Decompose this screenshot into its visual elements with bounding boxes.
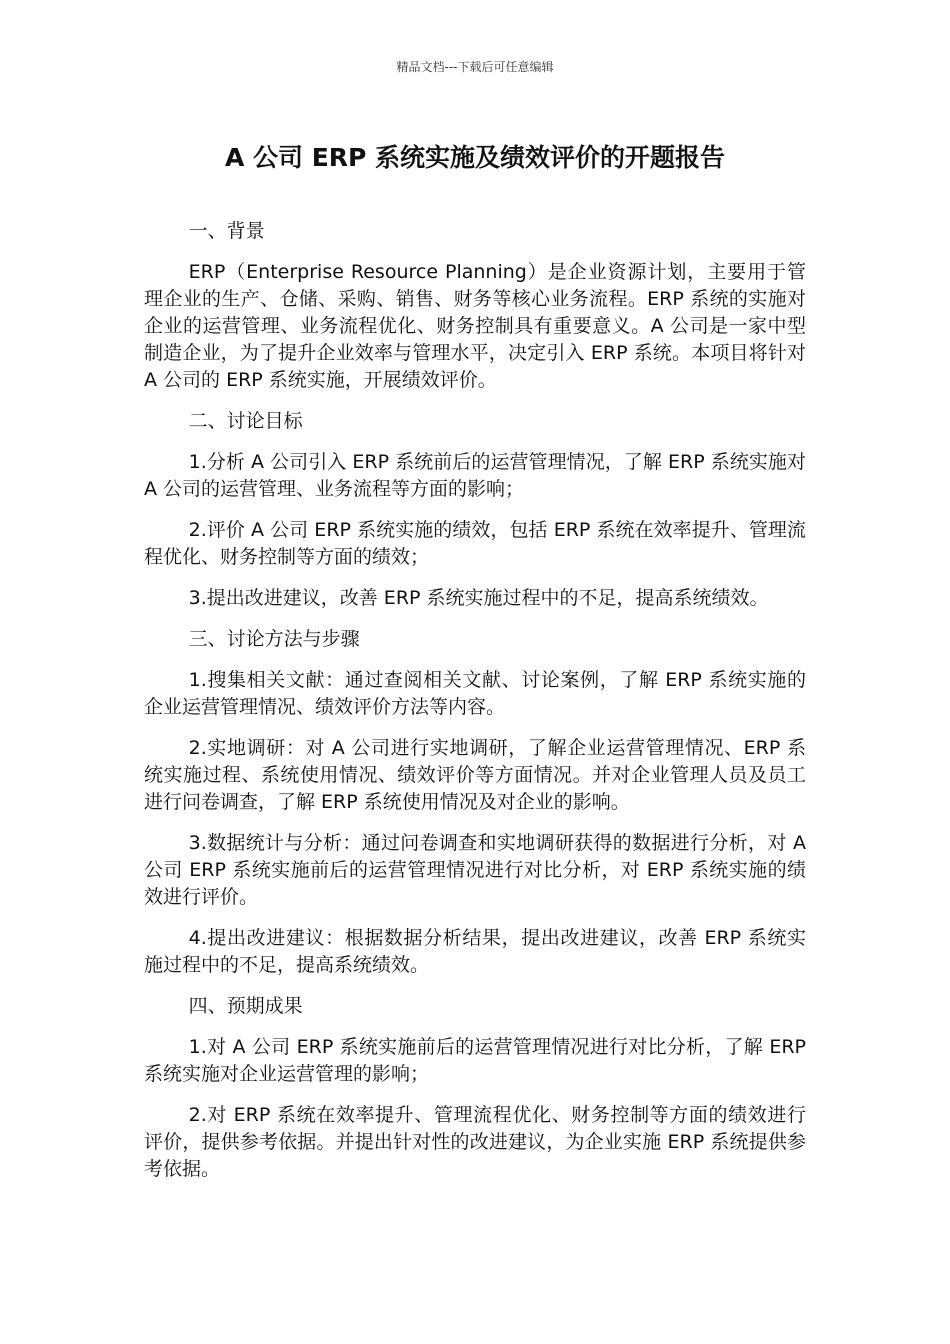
section-heading: 一、背景 <box>188 220 265 242</box>
paragraph: 1.对 A 公司 ERP 系统实施前后的运营管理情况进行对比分析，了解 ERP 系统实施对企业运营管理的影响； <box>144 1036 806 1085</box>
page-header: 精品文档---下载后可任意编辑 <box>396 60 554 74</box>
paragraph: 3.提出改进建议，改善 ERP 系统实施过程中的不足，提高系统绩效。 <box>188 587 769 609</box>
paragraph: 2.对 ERP 系统在效率提升、管理流程优化、财务控制等方面的绩效进行评价，提供参考依据。并提出针对性的改进建议，为企业实施 ERP 系统提供参考依据。 <box>144 1104 806 1180</box>
paragraph: 4.提出改进建议：根据数据分析结果，提出改进建议，改善 ERP 系统实施过程中的不足，提高系统绩效。 <box>144 927 806 976</box>
section-expected-results <box>144 993 806 1183</box>
paragraph: 2.评价 A 公司 ERP 系统实施的绩效，包括 ERP 系统在效率提升、管理流程优化、财务控制等方面的绩效； <box>144 519 806 568</box>
section-background <box>144 218 806 394</box>
section-heading: 四、预期成果 <box>188 995 303 1017</box>
section-heading: 三、讨论方法与步骤 <box>188 628 360 650</box>
section-objectives <box>144 408 806 612</box>
document-body <box>144 218 806 1197</box>
document-title: A 公司 ERP 系统实施及绩效评价的开题报告 <box>224 143 726 172</box>
paragraph: ERP（Enterprise Resource Planning）是企业资源计划，主要用于管理企业的生产、仓储、采购、销售、财务等核心业务流程。ERP 系统的实施对企业的运营管理、业务流程优化、财务控制具有重要意义。A 公司是一家中型制造企业，为了提升企业效率与管理水平，决定引入 ERP 系统。本项目将针对 A 公司的 ERP 系统实施，开展绩效评价。 <box>144 261 806 391</box>
paragraph: 1.搜集相关文献：通过查阅相关文献、讨论案例，了解 ERP 系统实施的企业运营管理情况、绩效评价方法等内容。 <box>144 669 806 718</box>
paragraph: 2.实地调研：对 A 公司进行实地调研，了解企业运营管理情况、ERP 系统实施过程、系统使用情况、绩效评价等方面情况。并对企业管理人员及员工进行问卷调查，了解 ERP 系统使用情况及对企业的影响。 <box>144 737 806 813</box>
section-methods <box>144 626 806 979</box>
paragraph: 3.数据统计与分析：通过问卷调查和实地调研获得的数据进行分析，对 A 公司 ERP 系统实施前后的运营管理情况进行对比分析，对 ERP 系统实施的绩效进行评价。 <box>144 832 806 908</box>
paragraph: 1.分析 A 公司引入 ERP 系统前后的运营管理情况，了解 ERP 系统实施对 A 公司的运营管理、业务流程等方面的影响； <box>144 451 806 500</box>
section-heading: 二、讨论目标 <box>188 410 303 432</box>
